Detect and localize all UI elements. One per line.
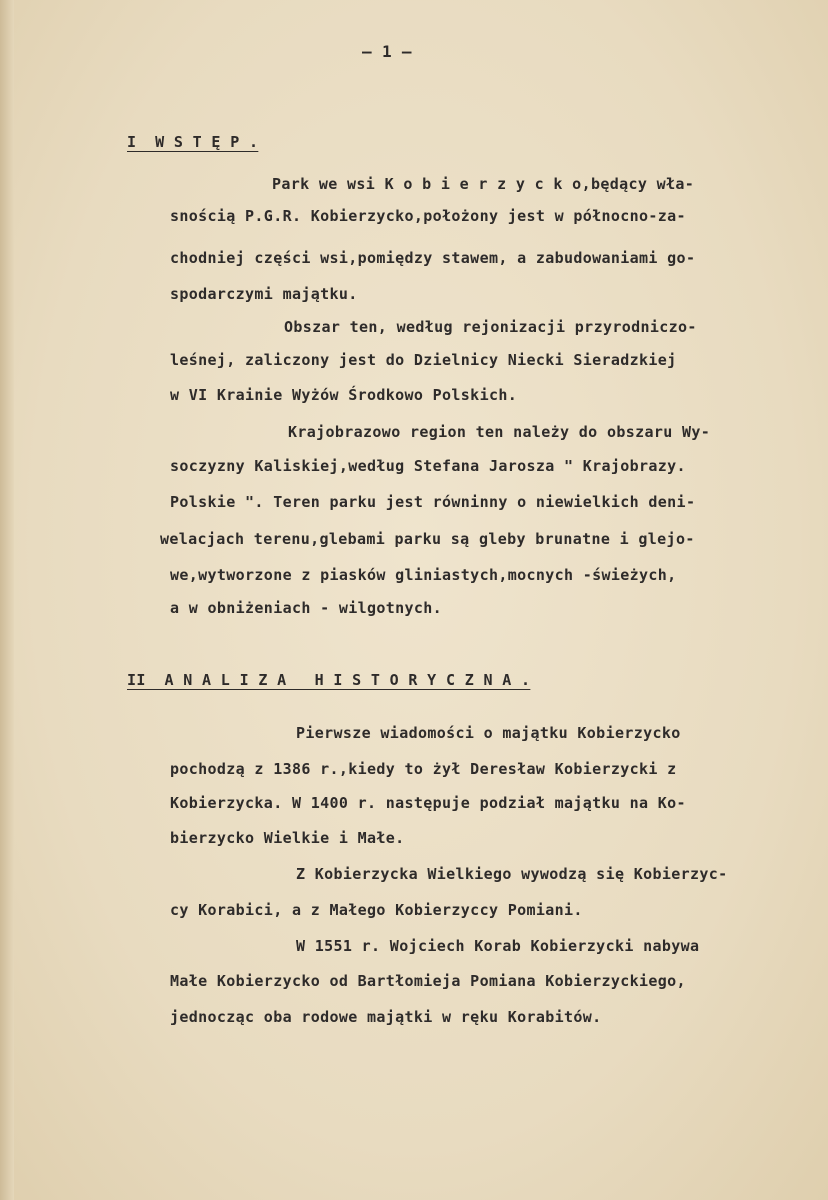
page-left-edge: [0, 0, 14, 1200]
text-line: soczyzny Kaliskiej,według Stefana Jarosza " Krajobrazy.: [170, 457, 686, 475]
page-number: — 1 —: [362, 42, 412, 61]
text-line: jednocząc oba rodowe majątki w ręku Korabitów.: [170, 1008, 602, 1026]
text-line: Z Kobierzycka Wielkiego wywodzą się Kobierzyc-: [296, 865, 728, 883]
text-line: snością P.G.R. Kobierzycko,położony jest w północno-za-: [170, 207, 686, 225]
text-line: Kobierzycka. W 1400 r. następuje podział majątku na Ko-: [170, 794, 686, 812]
text-line: cy Korabici, a z Małego Kobierzyccy Pomiani.: [170, 901, 583, 919]
section-heading-wstep: I W S T Ę P .: [127, 133, 259, 151]
text-line: welacjach terenu,glebami parku są gleby brunatne i glejo-: [160, 530, 695, 548]
text-line: pochodzą z 1386 r.,kiedy to żył Deresław Kobierzycki z: [170, 760, 677, 778]
text-line: Małe Kobierzycko od Bartłomieja Pomiana Kobierzyckiego,: [170, 972, 686, 990]
text-line: bierzycko Wielkie i Małe.: [170, 829, 405, 847]
text-line: we,wytworzone z piasków gliniastych,mocnych -świeżych,: [170, 566, 677, 584]
text-line: leśnej, zaliczony jest do Dzielnicy Niecki Sieradzkiej: [170, 351, 677, 369]
text-line: w VI Krainie Wyżów Środkowo Polskich.: [170, 386, 518, 404]
text-line: a w obniżeniach - wilgotnych.: [170, 599, 443, 617]
text-line: Krajobrazowo region ten należy do obszaru Wy-: [288, 423, 711, 441]
text-line: Pierwsze wiadomości o majątku Kobierzycko: [296, 724, 681, 742]
section-heading-analiza-historyczna: II A N A L I Z A H I S T O R Y C Z N A .: [127, 671, 531, 689]
text-line: Park we wsi K o b i e r z y c k o,będący wła-: [272, 175, 695, 193]
text-line: spodarczymi majątku.: [170, 285, 358, 303]
text-line: Polskie ". Teren parku jest równinny o niewielkich deni-: [170, 493, 696, 511]
text-line: W 1551 r. Wojciech Korab Kobierzycki nabywa: [296, 937, 700, 955]
text-line: chodniej części wsi,pomiędzy stawem, a zabudowaniami go-: [170, 249, 696, 267]
text-line: Obszar ten, według rejonizacji przyrodniczo-: [284, 318, 697, 336]
